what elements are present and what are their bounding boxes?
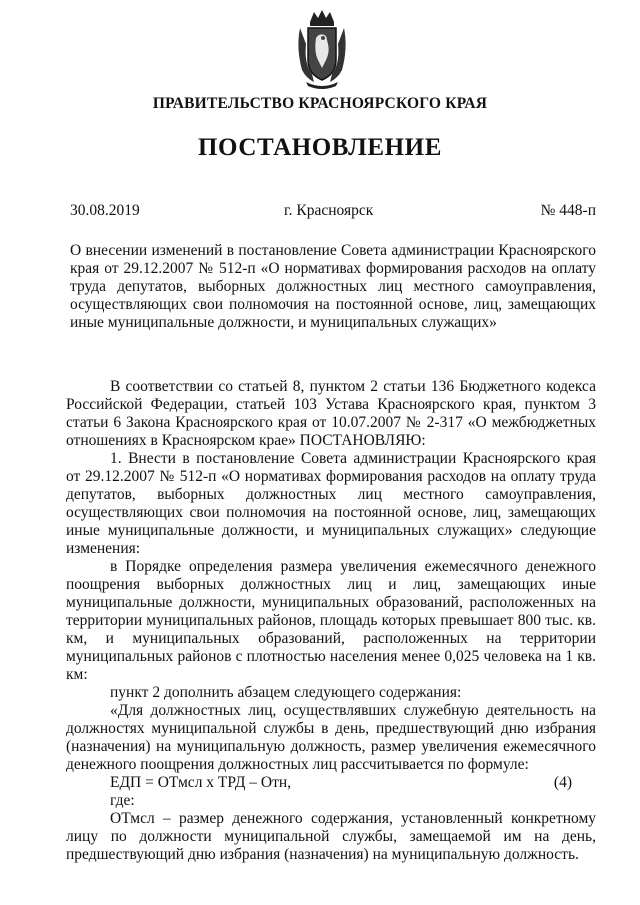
paragraph-quote: «Для должностных лиц, осуществлявших служебную деятельность на должностях муниципальной службы в день, предшествующий дню избрания (назначения) на муниципальную должность, размер увеличения ежемесячного денежного поощрения должностных лиц рассчитывается по формуле: [66, 702, 596, 773]
paragraph-preamble: В соответствии со статьей 8, пунктом 2 статьи 136 Бюджетного кодекса Российской Федерации, статьей 103 Устава Красноярского края, пунктом 3 статьи 6 Закона Красноярского края от 10.07.2007 № 2-317 «О межбюджетных отношениях в Красноярском крае» ПОСТАНОВЛЯЮ: [66, 378, 596, 449]
document-city: г. Красноярск [284, 202, 374, 219]
government-title: ПРАВИТЕЛЬСТВО КРАСНОЯРСКОГО КРАЯ [152, 95, 488, 112]
paragraph-point-2: пункт 2 дополнить абзацем следующего содержания: [110, 684, 462, 701]
document-subject: О внесении изменений в постановление Совета администрации Красноярского края от 29.12.2007 № 512-п «О нормативах формирования расходов на оплату труда депутатов, выборных должностных лиц местного самоуправления, осуществляющих свои полномочия на постоянной основе, лиц, замещающих иные муниципальные должности, и муниципальных служащих» [70, 242, 596, 331]
formula-number: (4) [553, 774, 572, 791]
paragraph-item-1: 1. Внести в постановление Совета администрации Красноярского края от 29.12.2007 № 512-п «О нормативах формирования расходов на оплату труда депутатов, выборных должностных лиц местного самоуправления, осуществляющих свои полномочия на постоянной основе, лиц, замещающих иные муниципальные должности, и муниципальных служащих» следующие изменения: [66, 450, 596, 557]
paragraph-where: где: [110, 792, 135, 809]
formula-line [66, 774, 596, 792]
document-type-title: ПОСТАНОВЛЕНИЕ [197, 134, 443, 161]
paragraph-procedure: в Порядке определения размера увеличения ежемесячного денежного поощрения выборных должностных лиц и лиц, замещающих иные муниципальные должности, муниципальных образований, расположенных на территории муниципальных районов, площадь которых превышает 800 тыс. кв. км, и муниципальных образований, расположенных на территории муниципальных районов с плотностью населения менее 0,025 человека на 1 кв. км: [66, 558, 596, 683]
document-body [66, 378, 596, 864]
paragraph-definition: ОТмсл – размер денежного содержания, установленный конкретному лицу по должности муниципальной службы, замещаемой им на день, предшествующий дню избрания (назначения) на муниципальную должность. [66, 810, 596, 863]
formula-text: ЕДП = ОТмсл х ТРД – Отн, [110, 774, 292, 791]
document-number: № 448-п [540, 202, 596, 219]
document-date: 30.08.2019 [70, 202, 140, 219]
coat-of-arms-emblem [296, 8, 348, 90]
